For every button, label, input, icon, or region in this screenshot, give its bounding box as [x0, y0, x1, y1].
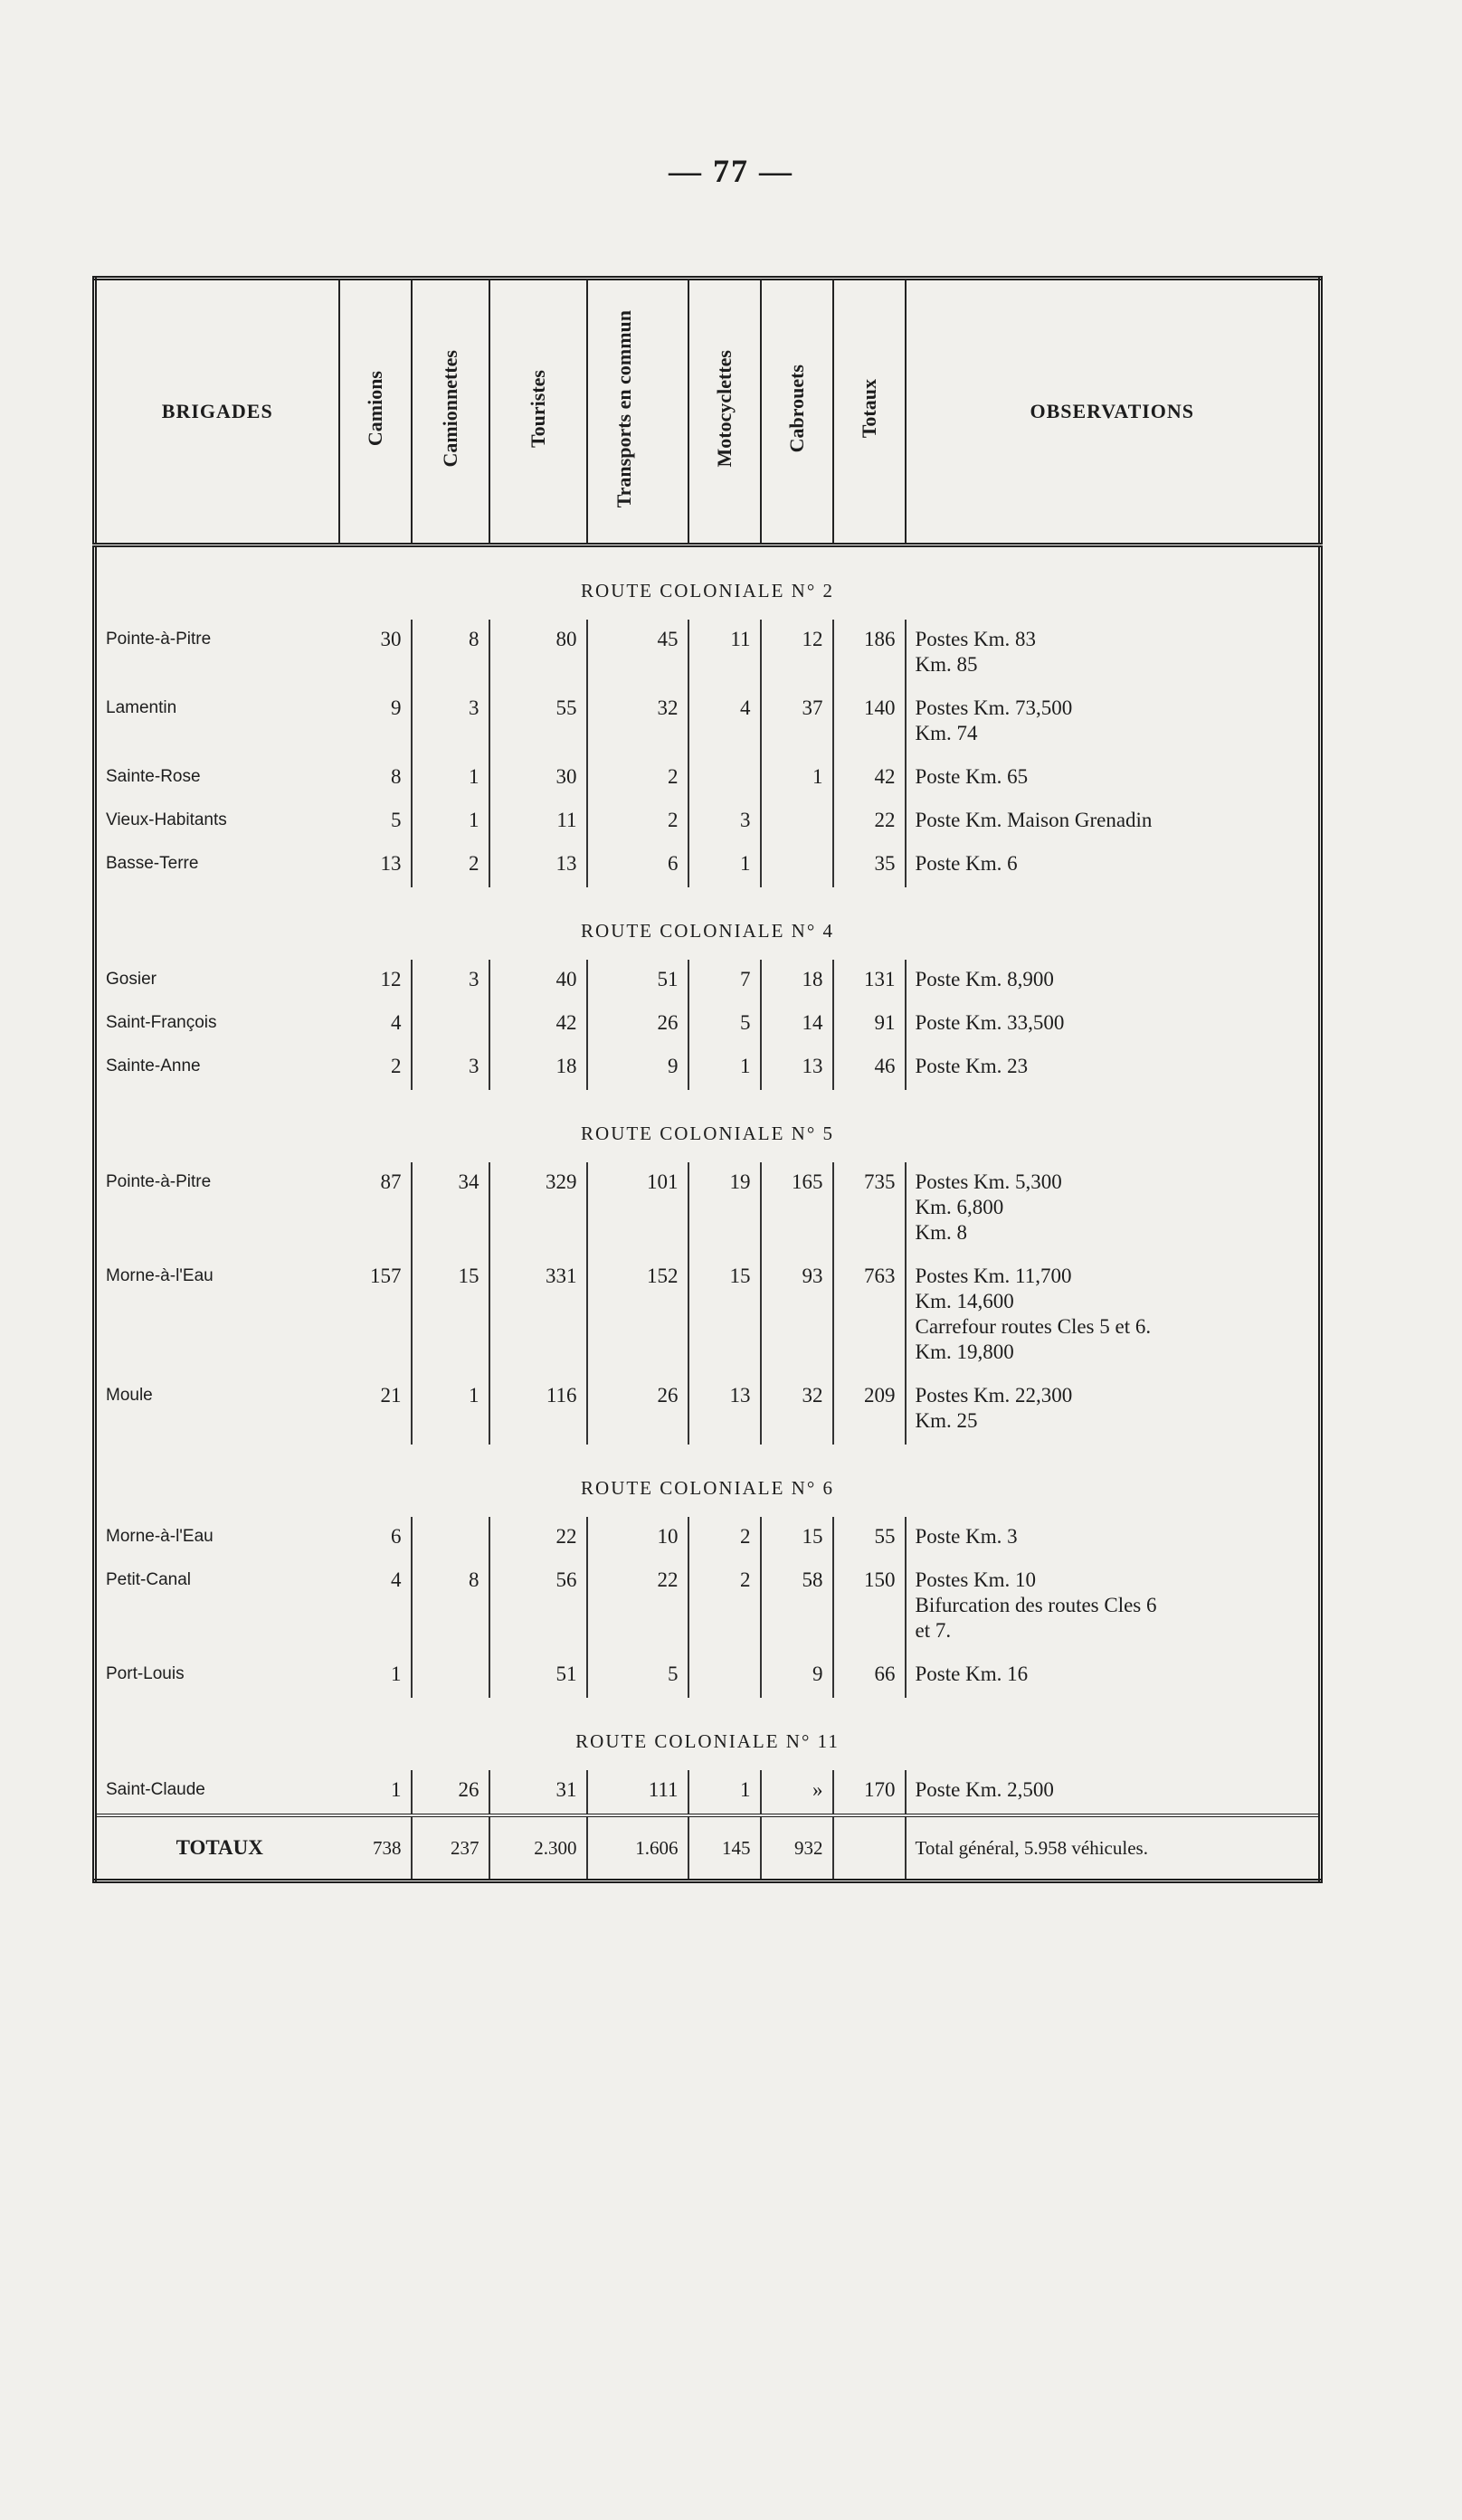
cell-cabrouets: 165 [761, 1162, 833, 1256]
table-row [95, 1376, 1321, 1445]
cell-transports: 2 [587, 757, 688, 801]
cell-cabrouets [761, 844, 833, 887]
cell-camionnettes: 1 [412, 757, 489, 801]
observation-line: Postes Km. 73,500 [915, 696, 1073, 719]
cell-touristes: 13 [489, 844, 587, 887]
cell-touristes: 11 [489, 801, 587, 844]
cell-moto: 11 [688, 620, 761, 688]
brigade-name: Vieux-Habitants [106, 810, 227, 829]
cell-cabrouets: » [761, 1770, 833, 1815]
observation-line: Bifurcation des routes Cles 6 [915, 1594, 1157, 1616]
observation-line: Poste Km. 23 [915, 1055, 1029, 1077]
section-title: ROUTE COLONIALE N° 6 [581, 1477, 834, 1499]
header-camionnettes: Camionnettes [412, 279, 489, 545]
header-motocyclettes: Motocyclettes [688, 279, 761, 545]
observation-line: Postes Km. 83 [915, 628, 1037, 650]
cell-transports: 26 [587, 1376, 688, 1445]
observation-line: Km. 8 [915, 1221, 967, 1244]
cell-camions: 6 [339, 1517, 412, 1560]
observation-cell [906, 757, 1321, 801]
observation-line: Km. 19,800 [915, 1341, 1014, 1363]
brigade-name: Moule [106, 1386, 153, 1405]
traffic-table [92, 276, 1323, 1883]
observation-line: Poste Km. 3 [915, 1525, 1018, 1548]
table-row [95, 620, 1321, 688]
observation-line: Poste Km. Maison Grenadin [915, 809, 1153, 831]
cell-cabrouets: 9 [761, 1654, 833, 1698]
table-row [95, 688, 1321, 757]
table-row [95, 844, 1321, 887]
table-row [95, 1770, 1321, 1815]
header-observations: OBSERVATIONS [906, 279, 1321, 545]
cell-camionnettes: 1 [412, 1376, 489, 1445]
cell-moto: 1 [688, 1770, 761, 1815]
cell-moto: 7 [688, 960, 761, 1003]
cell-cabrouets: 32 [761, 1376, 833, 1445]
table-body [95, 545, 1321, 1816]
brigade-name: Port-Louis [106, 1664, 185, 1683]
observation-cell [906, 688, 1321, 757]
brigade-name: Basse-Terre [106, 854, 199, 873]
observation-line: Carrefour routes Cles 5 et 6. [915, 1315, 1152, 1338]
observation-line: Poste Km. 6 [915, 852, 1018, 875]
cell-totaux: 22 [833, 801, 906, 844]
totals-touristes: 2.300 [489, 1815, 587, 1881]
section-heading [95, 545, 1321, 621]
cell-cabrouets: 15 [761, 1517, 833, 1560]
header-camions: Camions [339, 279, 412, 545]
observation-line: Km. 25 [915, 1409, 978, 1432]
section-title: ROUTE COLONIALE N° 4 [581, 920, 834, 942]
cell-camions: 21 [339, 1376, 412, 1445]
header-transports: Transports en commun [587, 279, 688, 545]
cell-camions: 30 [339, 620, 412, 688]
cell-camions: 4 [339, 1560, 412, 1654]
cell-touristes: 40 [489, 960, 587, 1003]
totals-cabrouets: 932 [761, 1815, 833, 1881]
section-heading [95, 887, 1321, 960]
cell-camions: 157 [339, 1256, 412, 1376]
cell-moto: 2 [688, 1560, 761, 1654]
cell-touristes: 331 [489, 1256, 587, 1376]
cell-transports: 111 [587, 1770, 688, 1815]
cell-camions: 8 [339, 757, 412, 801]
observation-line: Km. 85 [915, 653, 978, 676]
cell-cabrouets: 12 [761, 620, 833, 688]
cell-transports: 51 [587, 960, 688, 1003]
observation-line: Poste Km. 2,500 [915, 1778, 1054, 1801]
observation-line: Postes Km. 22,300 [915, 1384, 1073, 1407]
totals-transports: 1.606 [587, 1815, 688, 1881]
cell-transports: 10 [587, 1517, 688, 1560]
cell-totaux: 55 [833, 1517, 906, 1560]
observation-line: Poste Km. 16 [915, 1663, 1029, 1685]
section-title: ROUTE COLONIALE N° 11 [575, 1730, 840, 1752]
section-title: ROUTE COLONIALE N° 5 [581, 1123, 834, 1144]
brigade-name: Sainte-Anne [106, 1056, 201, 1075]
brigade-name: Saint-François [106, 1013, 217, 1032]
totals-camionnettes: 237 [412, 1815, 489, 1881]
table-row [95, 801, 1321, 844]
totals-motocyclettes: 145 [688, 1815, 761, 1881]
cell-moto: 1 [688, 1047, 761, 1090]
cell-touristes: 55 [489, 688, 587, 757]
cell-touristes: 116 [489, 1376, 587, 1445]
header-row [95, 279, 1321, 545]
observation-cell [906, 1654, 1321, 1698]
cell-transports: 6 [587, 844, 688, 887]
table-row [95, 1003, 1321, 1047]
cell-camionnettes: 8 [412, 620, 489, 688]
header-cabrouets: Cabrouets [761, 279, 833, 545]
observation-line: Km. 14,600 [915, 1290, 1014, 1312]
observation-cell [906, 1770, 1321, 1815]
cell-camionnettes [412, 1003, 489, 1047]
totals-observation: Total général, 5.958 véhicules. [906, 1815, 1321, 1881]
cell-camionnettes: 3 [412, 688, 489, 757]
cell-transports: 2 [587, 801, 688, 844]
brigade-name: Saint-Claude [106, 1780, 205, 1799]
brigade-name: Gosier [106, 970, 157, 989]
totals-row [95, 1815, 1321, 1881]
cell-camionnettes: 15 [412, 1256, 489, 1376]
table-row [95, 1047, 1321, 1090]
cell-moto: 5 [688, 1003, 761, 1047]
cell-touristes: 30 [489, 757, 587, 801]
cell-camions: 1 [339, 1770, 412, 1815]
observation-line: Poste Km. 8,900 [915, 968, 1054, 990]
observation-cell [906, 620, 1321, 688]
cell-transports: 152 [587, 1256, 688, 1376]
cell-camionnettes: 8 [412, 1560, 489, 1654]
cell-transports: 22 [587, 1560, 688, 1654]
cell-camionnettes: 3 [412, 1047, 489, 1090]
cell-touristes: 31 [489, 1770, 587, 1815]
table-row [95, 1162, 1321, 1256]
cell-totaux: 140 [833, 688, 906, 757]
cell-moto: 19 [688, 1162, 761, 1256]
cell-moto: 13 [688, 1376, 761, 1445]
observation-cell [906, 1517, 1321, 1560]
cell-touristes: 22 [489, 1517, 587, 1560]
cell-camionnettes [412, 1517, 489, 1560]
cell-moto: 1 [688, 844, 761, 887]
cell-transports: 9 [587, 1047, 688, 1090]
cell-totaux: 763 [833, 1256, 906, 1376]
observation-line: Km. 74 [915, 722, 978, 744]
cell-cabrouets: 14 [761, 1003, 833, 1047]
observation-line: Km. 6,800 [915, 1196, 1004, 1218]
cell-camions: 4 [339, 1003, 412, 1047]
cell-cabrouets: 18 [761, 960, 833, 1003]
cell-moto [688, 757, 761, 801]
cell-transports: 32 [587, 688, 688, 757]
brigade-name: Morne-à-l'Eau [106, 1266, 214, 1285]
observation-cell [906, 1376, 1321, 1445]
cell-camions: 2 [339, 1047, 412, 1090]
cell-camions: 13 [339, 844, 412, 887]
cell-touristes: 18 [489, 1047, 587, 1090]
cell-moto: 3 [688, 801, 761, 844]
section-heading [95, 1090, 1321, 1162]
cell-camionnettes: 26 [412, 1770, 489, 1815]
table-row [95, 1256, 1321, 1376]
observation-line: Poste Km. 65 [915, 765, 1029, 788]
cell-touristes: 42 [489, 1003, 587, 1047]
cell-touristes: 329 [489, 1162, 587, 1256]
brigade-name: Morne-à-l'Eau [106, 1527, 214, 1546]
cell-transports: 101 [587, 1162, 688, 1256]
table-row [95, 757, 1321, 801]
cell-totaux: 35 [833, 844, 906, 887]
brigade-name: Sainte-Rose [106, 767, 201, 786]
cell-totaux: 170 [833, 1770, 906, 1815]
cell-camions: 5 [339, 801, 412, 844]
observation-cell [906, 1047, 1321, 1090]
observation-cell [906, 960, 1321, 1003]
cell-transports: 5 [587, 1654, 688, 1698]
cell-transports: 45 [587, 620, 688, 688]
cell-totaux: 150 [833, 1560, 906, 1654]
cell-camionnettes [412, 1654, 489, 1698]
section-title: ROUTE COLONIALE N° 2 [581, 580, 834, 602]
brigade-name: Petit-Canal [106, 1570, 191, 1589]
cell-transports: 26 [587, 1003, 688, 1047]
table-row [95, 1560, 1321, 1654]
cell-camions: 87 [339, 1162, 412, 1256]
observation-line: Poste Km. 33,500 [915, 1011, 1065, 1034]
cell-camions: 1 [339, 1654, 412, 1698]
cell-totaux: 46 [833, 1047, 906, 1090]
header-totaux: Totaux [833, 279, 906, 545]
totals-camions: 738 [339, 1815, 412, 1881]
cell-totaux: 186 [833, 620, 906, 688]
table-row [95, 1654, 1321, 1698]
cell-moto: 15 [688, 1256, 761, 1376]
table-row [95, 1517, 1321, 1560]
cell-totaux: 209 [833, 1376, 906, 1445]
brigade-name: Pointe-à-Pitre [106, 630, 212, 649]
observation-cell [906, 1560, 1321, 1654]
observation-line: et 7. [915, 1619, 952, 1642]
cell-totaux: 66 [833, 1654, 906, 1698]
cell-cabrouets: 13 [761, 1047, 833, 1090]
cell-totaux: 735 [833, 1162, 906, 1256]
cell-totaux: 91 [833, 1003, 906, 1047]
cell-moto: 4 [688, 688, 761, 757]
totals-label: TOTAUX [95, 1815, 339, 1881]
cell-moto: 2 [688, 1517, 761, 1560]
cell-camions: 12 [339, 960, 412, 1003]
cell-totaux: 131 [833, 960, 906, 1003]
cell-camionnettes: 3 [412, 960, 489, 1003]
observation-cell [906, 1162, 1321, 1256]
observation-line: Postes Km. 11,700 [915, 1265, 1072, 1287]
observation-cell [906, 1003, 1321, 1047]
cell-cabrouets: 93 [761, 1256, 833, 1376]
brigade-name: Lamentin [106, 698, 177, 717]
cell-touristes: 80 [489, 620, 587, 688]
cell-cabrouets: 58 [761, 1560, 833, 1654]
cell-moto [688, 1654, 761, 1698]
cell-camionnettes: 2 [412, 844, 489, 887]
table-row [95, 960, 1321, 1003]
cell-totaux: 42 [833, 757, 906, 801]
header-touristes: Touristes [489, 279, 587, 545]
brigade-name: Pointe-à-Pitre [106, 1172, 212, 1191]
cell-camions: 9 [339, 688, 412, 757]
cell-touristes: 56 [489, 1560, 587, 1654]
header-brigades: BRIGADES [95, 279, 339, 545]
cell-camionnettes: 1 [412, 801, 489, 844]
observation-line: Postes Km. 5,300 [915, 1170, 1062, 1193]
cell-cabrouets: 1 [761, 757, 833, 801]
observation-cell [906, 801, 1321, 844]
page-number: — 77 — [669, 153, 793, 189]
section-heading [95, 1698, 1321, 1770]
section-heading [95, 1445, 1321, 1517]
cell-camionnettes: 34 [412, 1162, 489, 1256]
observation-line: Postes Km. 10 [915, 1568, 1037, 1591]
observation-cell [906, 1256, 1321, 1376]
totals-totaux [833, 1815, 906, 1881]
cell-cabrouets: 37 [761, 688, 833, 757]
observation-cell [906, 844, 1321, 887]
cell-cabrouets [761, 801, 833, 844]
cell-touristes: 51 [489, 1654, 587, 1698]
